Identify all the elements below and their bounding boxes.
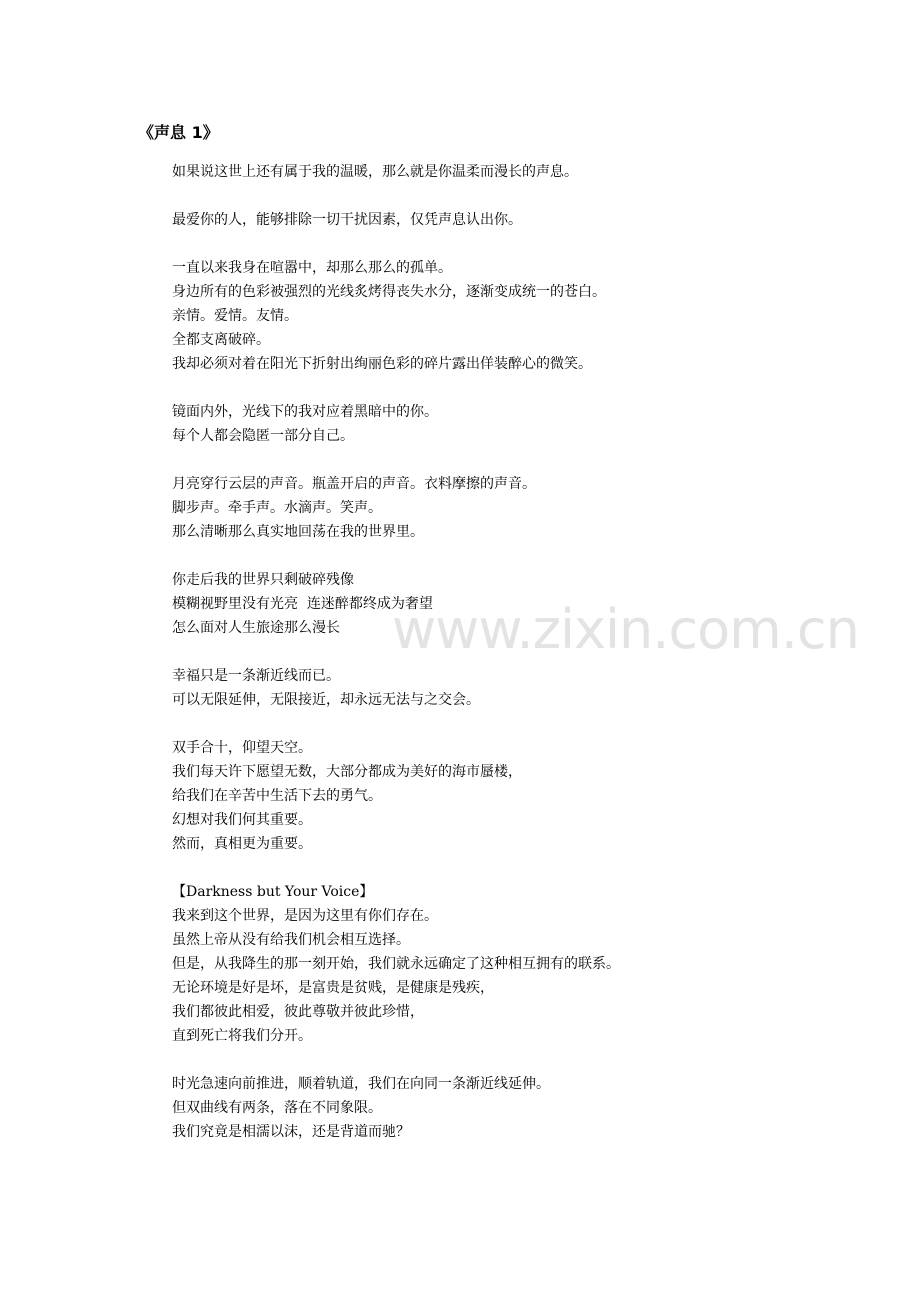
text-line: 模糊视野里没有光亮 连迷醉都终成为奢望 bbox=[172, 596, 433, 612]
text-line: 无论环境是好是坏，是富贵是贫贱，是健康是残疾， bbox=[172, 980, 494, 996]
text-line: 你走后我的世界只剩破碎残像 bbox=[172, 572, 354, 588]
text-line: 脚步声。牵手声。水滴声。笑声。 bbox=[172, 500, 382, 516]
text-line: 每个人都会隐匿一部分自己。 bbox=[172, 428, 354, 444]
paragraph-9 bbox=[172, 880, 892, 1048]
paragraph-8 bbox=[172, 736, 892, 856]
text-line: 我来到这个世界，是因为这里有你们存在。 bbox=[172, 908, 438, 924]
text-line: 全都支离破碎。 bbox=[172, 332, 270, 348]
text-line: 月亮穿行云层的声音。瓶盖开启的声音。衣料摩擦的声音。 bbox=[172, 476, 536, 492]
paragraph-7 bbox=[172, 664, 892, 712]
text-line: 我们每天许下愿望无数，大部分都成为美好的海市蜃楼， bbox=[172, 764, 522, 780]
text-line: 那么清晰那么真实地回荡在我的世界里。 bbox=[172, 524, 424, 540]
paragraph-2 bbox=[172, 208, 892, 232]
text-line: 但是，从我降生的那一刻开始，我们就永远确定了这种相互拥有的联系。 bbox=[172, 956, 620, 972]
text-line: 怎么面对人生旅途那么漫长 bbox=[172, 620, 340, 636]
paragraph-1 bbox=[172, 160, 892, 184]
text-line: 双手合十，仰望天空。 bbox=[172, 740, 312, 756]
paragraph-6 bbox=[172, 568, 892, 640]
text-line: 我却必须对着在阳光下折射出绚丽色彩的碎片露出佯装醉心的微笑。 bbox=[172, 356, 592, 372]
text-line: 直到死亡将我们分开。 bbox=[172, 1028, 312, 1044]
text-line: 亲情。爱情。友情。 bbox=[172, 308, 298, 324]
paragraph-5 bbox=[172, 472, 892, 544]
watermark: www.zixin.com.cn bbox=[392, 598, 859, 661]
text-line: 给我们在辛苦中生活下去的勇气。 bbox=[172, 788, 382, 804]
document-title: 《声息 1》 bbox=[138, 123, 219, 142]
text-line: 可以无限延伸，无限接近，却永远无法与之交会。 bbox=[172, 692, 480, 708]
paragraph-10 bbox=[172, 1072, 892, 1144]
text-line: 幻想对我们何其重要。 bbox=[172, 812, 312, 828]
text-line: 我们究竟是相濡以沫，还是背道而驰？ bbox=[172, 1124, 410, 1140]
text-line: 身边所有的色彩被强烈的光线炙烤得丧失水分，逐渐变成统一的苍白。 bbox=[172, 284, 606, 300]
section-heading: 【Darkness but Your Voice】 bbox=[172, 884, 374, 900]
paragraph-3 bbox=[172, 256, 892, 376]
text-line: 时光急速向前推进，顺着轨道，我们在向同一条渐近线延伸。 bbox=[172, 1076, 550, 1092]
text-line: 虽然上帝从没有给我们机会相互选择。 bbox=[172, 932, 410, 948]
document-body bbox=[172, 160, 892, 1168]
text-line: 然而，真相更为重要。 bbox=[172, 836, 312, 852]
text-line: 最爱你的人，能够排除一切干扰因素，仅凭声息认出你。 bbox=[172, 212, 522, 228]
paragraph-4 bbox=[172, 400, 892, 448]
text-line: 我们都彼此相爱，彼此尊敬并彼此珍惜， bbox=[172, 1004, 424, 1020]
text-line: 一直以来我身在喧嚣中，却那么那么的孤单。 bbox=[172, 260, 452, 276]
text-line: 镜面内外，光线下的我对应着黑暗中的你。 bbox=[172, 404, 438, 420]
text-line: 但双曲线有两条，落在不同象限。 bbox=[172, 1100, 382, 1116]
text-line: 如果说这世上还有属于我的温暖，那么就是你温柔而漫长的声息。 bbox=[172, 164, 578, 180]
text-line: 幸福只是一条渐近线而已。 bbox=[172, 668, 340, 684]
